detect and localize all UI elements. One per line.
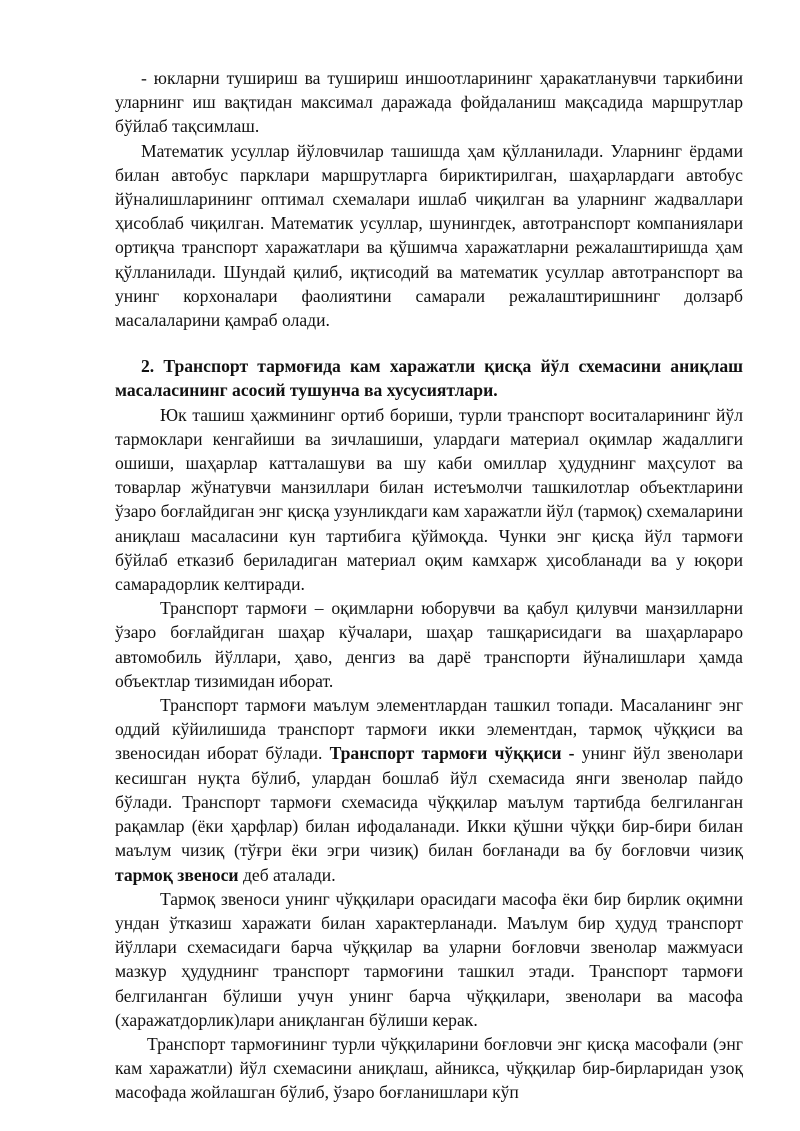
paragraph-shortest-path: Транспорт тармоғининг турли чўққиларини боғловчи энг қисқа масофали (энг кам харажатли) йўл схемасини аниқлаш, айникса, чўққилар бир-бирларидан узоқ масофада жойлашган бўлиб, ўзаро боғланишлари кўп	[115, 1033, 743, 1103]
paragraph-cargo-volume: Юк ташиш ҳажмининг ортиб бориши, турли транспорт воситаларининг йўл тармоклари кенгайиши ва зичлашиши, улардаги материал оқимлар жадаллиги ошиши, шаҳарлар катталашуви ва шу каби омиллар ҳудуднинг маҳсулот ва товарлар жўнатувчи манзиллари билан истеъмолчи ташкилотлар объектларини ўзаро боғлайдиган энг қисқа узунликдаги кам харажатли йўл (тармоқ) схемаларини аниқлаш масаласини кун тартибига қўймоқда. Чунки энг қисқа йўл тармоғи бўйлаб етказиб бериладиган материал оқим камхарж ҳисобланади ва у юқори самарадорлик келтиради.	[115, 404, 743, 595]
network-elements-text-a: Транспорт тармоғи маълум элементлардан ташкил топади. Масаланинг энг оддий кўйилишида транспорт тармоғи икки элементдан, тармоқ чўққиси ва звеносидан иборат бўлади.	[115, 695, 743, 764]
network-elements-text-c: унинг йўл звенолари кесишган нуқта бўлиб, улардан бошлаб йўл схемасида янги звенолар пайдо бўлади. Транспорт тармоғи схемасида чўққилар маълум тартибда белгиланган рақамлар (ёки ҳарфлар) билан ифодаланади. Икки қўшни чўққи бир-бири билан маълум чизиқ (тўғри ёки эгри чизиқ) билан боғланади ва бу боғловчи чизиқ	[115, 743, 743, 861]
paragraph-network-elements	[115, 693, 743, 887]
paragraph-network-definition: Транспорт тармоғи – оқимларни юборувчи ва қабул қилувчи манзилларни ўзаро боғлайдиган шаҳар кўчалари, шаҳар ташқарисидаги ва шаҳарлараро автомобиль йўллари, ҳаво, денгиз ва дарё транспорти йўналишлари ҳамда объектлар тизимидан иборат.	[115, 598, 743, 691]
document-page	[115, 66, 743, 1105]
term-network-vertex: Транспорт тармоғи чўққиси -	[329, 743, 575, 764]
network-elements-text-e: деб аталади.	[242, 864, 336, 885]
paragraph-bullet-unloading: - юкларни тушириш ва тушириш иншоотларининг ҳаракатланувчи таркибини уларнинг иш вақтидан максимал даражада фойдаланиш мақсадида маршрутлар бўйлаб тақсимлаш.	[115, 68, 743, 137]
paragraph-passenger-methods: Математик усуллар йўловчилар ташишда ҳам қўлланилади. Уларнинг ёрдами билан автобус парклари маршрутларга бириктирилган, шаҳарлардаги автобус йўналишларининг оптимал схемалари ишлаб чиқилган ва уларнинг жадваллари ҳисоблаб чиқилган. Математик усуллар, шунингдек, автотранспорт компаниялари ортиқча транспорт харажатлари ва қўшимча харажатларни режалаштиришда ҳам қўлланилади. Шундай қилиб, иқтисодий ва математик усуллар автотранспорт ва унинг корхоналари фаолиятини самарали режалаштиришнинг долзарб масалаларини қамраб олади.	[115, 140, 743, 331]
paragraph-link-characteristics: Тармоқ звеноси унинг чўққилари орасидаги масофа ёки бир бирлик оқимни ундан ўтказиш харажати билан характерланади. Маълум бир ҳудуд транспорт йўллари схемасидаги барча чўққилар ва уларни боғловчи звенолар мажмуаси мазкур ҳудуднинг транспорт тармоғини ташкил этади. Транспорт тармоғи белгиланган бўлиши учун унинг барча чўққилари, звенолари ва масофа (харажатдорлик)лари аниқланган бўлиши керак.	[115, 888, 743, 1030]
section-heading: 2. Транспорт тармоғида кам харажатли қисқа йўл схемасини аниқлаш масаласининг асосий тушунча ва хусусиятлари.	[115, 356, 743, 401]
term-network-link: тармоқ звеноси	[115, 864, 239, 885]
